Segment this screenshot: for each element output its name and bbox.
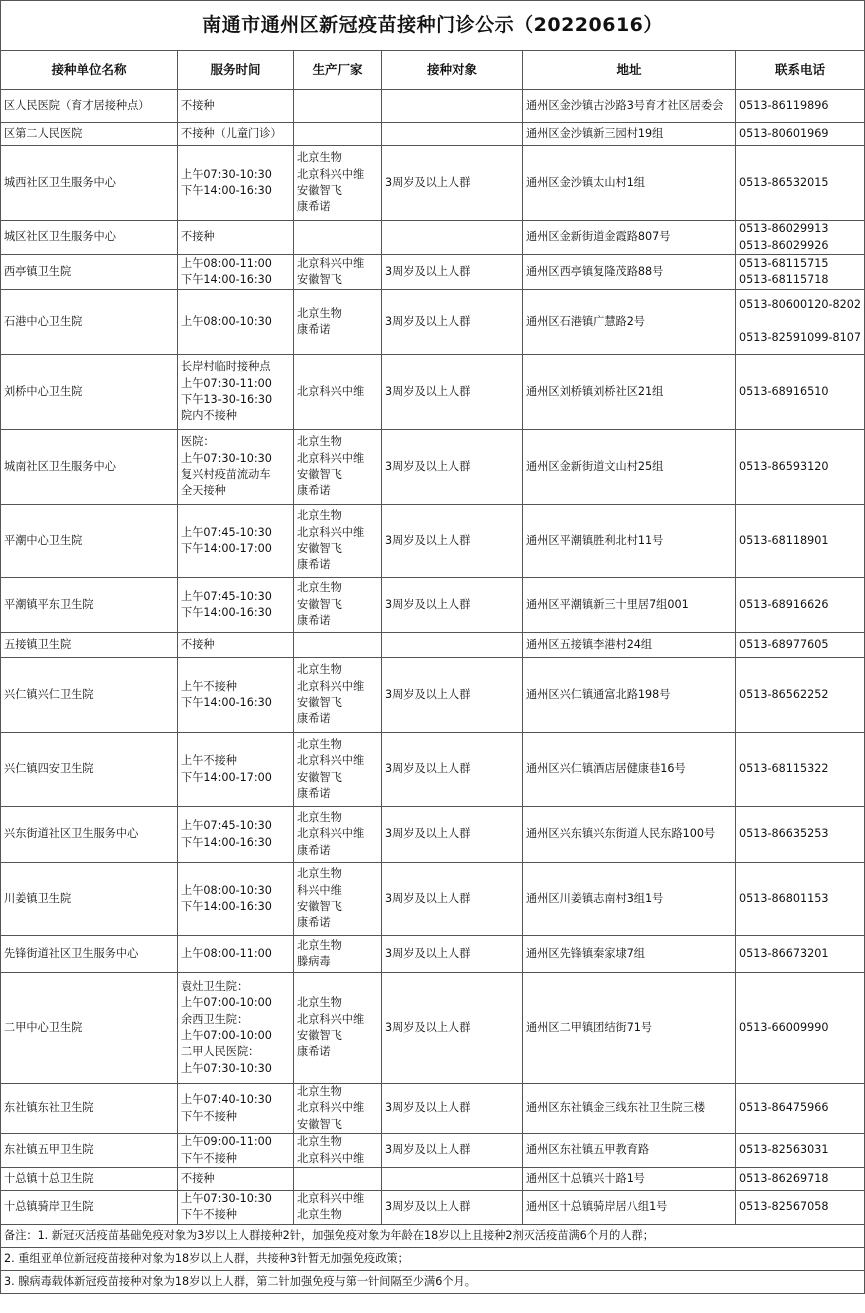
- cell-service-time-line: 下午14:00-17:00: [181, 542, 272, 555]
- cell-address: 通州区五接镇李港村24组: [523, 633, 736, 658]
- cell-manufacturer-line: 北京生物: [297, 151, 342, 165]
- cell-manufacturer-line: 北京科兴中维: [297, 1012, 365, 1026]
- cell-unit-name: 城区社区卫生服务中心: [1, 221, 178, 255]
- cell-service-time-line: 上午07:30-11:00: [181, 376, 272, 390]
- cell-unit-name: 二甲中心卫生院: [1, 973, 178, 1084]
- cell-manufacturer: [294, 1084, 382, 1134]
- cell-unit-name: 川姜镇卫生院: [1, 863, 178, 936]
- cell-address: 通州区兴东镇兴东街道人民东路100号: [523, 807, 736, 863]
- cell-address: 通州区金沙镇太山村1组: [523, 146, 736, 221]
- cell-manufacturer-line: 北京生物: [297, 435, 342, 449]
- cell-service-time-line: 上午07:30-10:30: [181, 1061, 272, 1075]
- cell-manufacturer-line: 滕病毒: [297, 955, 331, 968]
- cell-target-group: [382, 633, 523, 658]
- cell-manufacturer-line: 北京科兴中维: [297, 754, 365, 768]
- cell-service-time-line: 下午14:00-17:00: [181, 770, 272, 784]
- cell-manufacturer-line: 北京科兴中维: [297, 1151, 365, 1165]
- cell-manufacturer: [294, 430, 382, 505]
- cell-phone: [736, 578, 865, 633]
- cell-manufacturer-line: 安徽智飞: [297, 770, 342, 784]
- cell-service-time: [178, 1168, 294, 1191]
- cell-service-time-line: 上午07:45-10:30: [181, 589, 272, 603]
- header-phone: 联系电话: [736, 51, 865, 90]
- cell-service-time-line: 下午14:00-16:30: [181, 273, 272, 286]
- cell-unit-name: 五接镇卫生院: [1, 633, 178, 658]
- cell-phone-line: 0513-86029926: [739, 238, 829, 252]
- table-row: [1, 1134, 865, 1168]
- cell-service-time-line: 下午14:00-16:30: [181, 835, 272, 849]
- cell-manufacturer-line: 科兴中维: [297, 883, 342, 897]
- cell-service-time-line: 上午07:00-10:00: [181, 996, 272, 1010]
- cell-target-group: 3周岁及以上人群: [382, 1134, 523, 1168]
- cell-unit-name: 平潮镇平东卫生院: [1, 578, 178, 633]
- cell-target-group: 3周岁及以上人群: [382, 578, 523, 633]
- cell-phone-line: 0513-86475966: [739, 1101, 829, 1115]
- cell-manufacturer-line: 北京生物: [297, 663, 342, 677]
- cell-manufacturer-line: 安徽智飞: [297, 1117, 342, 1131]
- cell-phone: [736, 807, 865, 863]
- cell-manufacturer-line: 康希诺: [297, 558, 331, 572]
- cell-service-time: [178, 290, 294, 355]
- cell-target-group: 3周岁及以上人群: [382, 807, 523, 863]
- cell-target-group: 3周岁及以上人群: [382, 1084, 523, 1134]
- cell-phone-line: 0513-86119896: [739, 98, 829, 112]
- page-title: 南通市通州区新冠疫苗接种门诊公示（20220616）: [1, 1, 865, 51]
- cell-address: 通州区金沙镇古沙路3号育才社区居委会: [523, 90, 736, 123]
- cell-manufacturer: [294, 658, 382, 733]
- cell-address: 通州区平潮镇胜利北村11号: [523, 505, 736, 578]
- table-row: [1, 355, 865, 430]
- cell-manufacturer-line: 康希诺: [297, 614, 331, 628]
- cell-service-time-line: 下午13-30-16:30: [181, 393, 273, 406]
- cell-manufacturer: [294, 973, 382, 1084]
- cell-manufacturer: [294, 123, 382, 146]
- cell-service-time-line: 长岸村临时接种点: [181, 360, 271, 374]
- cell-service-time-line: 下午不接种: [181, 1151, 237, 1165]
- cell-service-time-line: 复兴村疫苗流动车: [181, 468, 271, 481]
- cell-service-time-line: 下午14:00-16:30: [181, 606, 272, 619]
- cell-service-time-line: 不接种（儿童门诊）: [181, 126, 282, 140]
- cell-phone-line: 0513-86029913: [739, 222, 829, 236]
- cell-service-time-line: 医院：: [181, 435, 215, 449]
- cell-service-time-line: 上午08:00-10:30: [181, 883, 272, 897]
- cell-address: 通州区西亭镇复隆茂路88号: [523, 255, 736, 290]
- cell-unit-name: 兴仁镇四安卫生院: [1, 733, 178, 807]
- header-service-time: 服务时间: [178, 51, 294, 90]
- cell-service-time: [178, 430, 294, 505]
- cell-manufacturer-line: 康希诺: [297, 843, 331, 857]
- cell-service-time: [178, 146, 294, 221]
- cell-service-time-line: 不接种: [181, 98, 215, 112]
- cell-phone: [736, 973, 865, 1084]
- cell-target-group: 3周岁及以上人群: [382, 430, 523, 505]
- cell-target-group: 3周岁及以上人群: [382, 733, 523, 807]
- cell-manufacturer-line: 北京科兴中维: [297, 167, 365, 181]
- cell-phone: [736, 1191, 865, 1225]
- cell-manufacturer-line: 北京生物: [297, 737, 342, 751]
- cell-phone-line: 0513-66009990: [739, 1020, 829, 1034]
- cell-service-time: [178, 1191, 294, 1225]
- cell-manufacturer: [294, 578, 382, 633]
- cell-manufacturer: [294, 146, 382, 221]
- note-text: 备注：1. 新冠灭活疫苗基础免疫对象为3岁以上人群接种2针，加强免疫对象为年龄在18岁以上且接种2剂灭活疫苗满6个月的人群；: [1, 1224, 865, 1247]
- cell-manufacturer-line: 北京生物: [297, 581, 342, 595]
- table-row: [1, 633, 865, 658]
- cell-manufacturer: [294, 863, 382, 936]
- cell-manufacturer-line: 康希诺: [297, 1045, 331, 1059]
- cell-manufacturer: [294, 936, 382, 973]
- cell-manufacturer: [294, 1168, 382, 1191]
- cell-service-time: [178, 355, 294, 430]
- cell-service-time-line: 上午07:40-10:30: [181, 1093, 272, 1107]
- cell-address: 通州区刘桥镇刘桥社区21组: [523, 355, 736, 430]
- cell-target-group: 3周岁及以上人群: [382, 863, 523, 936]
- cell-service-time: [178, 505, 294, 578]
- cell-address: 通州区十总镇骑岸居八组1号: [523, 1191, 736, 1225]
- cell-manufacturer: [294, 733, 382, 807]
- cell-manufacturer-line: 北京生物: [297, 306, 342, 320]
- table-row: [1, 936, 865, 973]
- cell-service-time-line: 院内不接种: [181, 409, 237, 423]
- cell-phone: [736, 1084, 865, 1134]
- cell-address: 通州区二甲镇团结街71号: [523, 973, 736, 1084]
- cell-target-group: 3周岁及以上人群: [382, 1191, 523, 1225]
- cell-manufacturer: [294, 633, 382, 658]
- cell-phone: [736, 1168, 865, 1191]
- cell-service-time-line: 上午07:45-10:30: [181, 819, 272, 833]
- cell-target-group: [382, 1168, 523, 1191]
- cell-manufacturer-line: 安徽智飞: [297, 1029, 342, 1042]
- cell-phone-line: 0513-82591099-8107: [739, 331, 861, 345]
- table-row: [1, 290, 865, 355]
- cell-unit-name: 兴东街道社区卫生服务中心: [1, 807, 178, 863]
- table-row: [1, 90, 865, 123]
- table-row: [1, 578, 865, 633]
- cell-service-time: [178, 1084, 294, 1134]
- cell-service-time-line: 下午14:00-16:30: [181, 696, 272, 709]
- cell-target-group: 3周岁及以上人群: [382, 255, 523, 290]
- cell-phone: [736, 633, 865, 658]
- note-text: 3. 腺病毒载体新冠疫苗接种对象为18岁以上人群，第二针加强免疫与第一针间隔至少满6个月。: [1, 1270, 865, 1293]
- cell-service-time: [178, 221, 294, 255]
- cell-address: 通州区石港镇广慧路2号: [523, 290, 736, 355]
- cell-phone-line: 0513-68916626: [739, 597, 829, 611]
- cell-unit-name: 十总镇骑岸卫生院: [1, 1191, 178, 1225]
- cell-phone: [736, 505, 865, 578]
- cell-service-time: [178, 123, 294, 146]
- cell-phone: [736, 90, 865, 123]
- table-row: [1, 221, 865, 255]
- header-target-group: 接种对象: [382, 51, 523, 90]
- cell-phone-line: 0513-86801153: [739, 891, 829, 905]
- table-row: [1, 146, 865, 221]
- cell-address: 通州区金新街道文山村25组: [523, 430, 736, 505]
- cell-manufacturer: [294, 90, 382, 123]
- cell-service-time-line: 上午08:00-11:00: [181, 946, 272, 960]
- cell-unit-name: 十总镇十总卫生院: [1, 1168, 178, 1191]
- cell-manufacturer-line: 北京科兴中维: [297, 384, 365, 398]
- cell-manufacturer-line: 北京生物: [297, 867, 342, 881]
- cell-unit-name: 刘桥中心卫生院: [1, 355, 178, 430]
- cell-phone-line: 0513-80600120-8202: [739, 298, 861, 312]
- cell-address: 通州区东社镇金三线东社卫生院三楼: [523, 1084, 736, 1134]
- cell-unit-name: 石港中心卫生院: [1, 290, 178, 355]
- cell-service-time: [178, 807, 294, 863]
- cell-service-time: [178, 973, 294, 1084]
- note-row: [1, 1224, 865, 1247]
- cell-manufacturer-line: 北京科兴中维: [297, 451, 365, 465]
- cell-phone-line: 0513-86593120: [739, 459, 829, 473]
- cell-phone-line: 0513-86562252: [739, 687, 829, 701]
- cell-manufacturer-line: 康希诺: [297, 200, 331, 214]
- cell-unit-name: 区第二人民医院: [1, 123, 178, 146]
- cell-phone: [736, 733, 865, 807]
- header-unit-name: 接种单位名称: [1, 51, 178, 90]
- cell-manufacturer-line: 安徽智飞: [297, 542, 342, 555]
- cell-manufacturer: [294, 1191, 382, 1225]
- cell-manufacturer: [294, 355, 382, 430]
- cell-manufacturer-line: 北京生物: [297, 810, 342, 824]
- cell-phone-line: [739, 314, 861, 330]
- cell-phone: [736, 936, 865, 973]
- cell-service-time: [178, 733, 294, 807]
- cell-manufacturer-line: 北京科兴中维: [297, 256, 365, 270]
- cell-address: 通州区兴仁镇通富北路198号: [523, 658, 736, 733]
- cell-manufacturer-line: 北京生物: [297, 509, 342, 523]
- cell-phone: [736, 430, 865, 505]
- table-row: [1, 863, 865, 936]
- header-manufacturer: 生产厂家: [294, 51, 382, 90]
- cell-phone: [736, 146, 865, 221]
- cell-service-time-line: 下午不接种: [181, 1208, 237, 1222]
- cell-phone-line: 0513-68115715: [739, 256, 829, 270]
- cell-unit-name: 东社镇五甲卫生院: [1, 1134, 178, 1168]
- cell-manufacturer-line: 北京生物: [297, 1085, 342, 1098]
- cell-service-time-line: 全天接种: [181, 484, 226, 498]
- cell-service-time: [178, 936, 294, 973]
- cell-manufacturer-line: 北京生物: [297, 1208, 342, 1222]
- cell-service-time: [178, 255, 294, 290]
- cell-phone: [736, 658, 865, 733]
- cell-phone-line: 0513-86673201: [739, 946, 829, 960]
- cell-service-time-line: 不接种: [181, 637, 215, 651]
- cell-manufacturer-line: 北京科兴中维: [297, 1101, 365, 1115]
- table-row: [1, 505, 865, 578]
- cell-phone-line: 0513-68115718: [739, 273, 829, 286]
- cell-phone: [736, 221, 865, 255]
- cell-target-group: 3周岁及以上人群: [382, 505, 523, 578]
- cell-phone-line: 0513-86635253: [739, 827, 829, 841]
- cell-unit-name: 兴仁镇兴仁卫生院: [1, 658, 178, 733]
- cell-phone: [736, 355, 865, 430]
- cell-manufacturer: [294, 290, 382, 355]
- cell-address: 通州区东社镇五甲教育路: [523, 1134, 736, 1168]
- cell-service-time-line: 上午07:30-10:30: [181, 451, 272, 465]
- cell-target-group: 3周岁及以上人群: [382, 973, 523, 1084]
- cell-unit-name: 城南社区卫生服务中心: [1, 430, 178, 505]
- cell-phone: [736, 1134, 865, 1168]
- cell-address: 通州区先锋镇秦家埭7组: [523, 936, 736, 973]
- cell-unit-name: 西亭镇卫生院: [1, 255, 178, 290]
- cell-service-time-line: 不接种: [181, 230, 215, 244]
- table-row: [1, 733, 865, 807]
- cell-unit-name: 区人民医院（育才居接种点）: [1, 90, 178, 123]
- table-row: [1, 807, 865, 863]
- cell-manufacturer-line: 安徽智飞: [297, 597, 342, 611]
- cell-phone-line: 0513-68916510: [739, 384, 829, 398]
- cell-service-time-line: 下午14:00-16:30: [181, 900, 272, 913]
- cell-service-time-line: 二甲人民医院：: [181, 1045, 260, 1059]
- cell-manufacturer-line: 康希诺: [297, 916, 331, 930]
- cell-service-time-line: 上午09:00-11:00: [181, 1135, 272, 1149]
- cell-service-time: [178, 658, 294, 733]
- cell-service-time-line: 下午14:00-16:30: [181, 184, 272, 197]
- cell-target-group: [382, 221, 523, 255]
- table-row: [1, 1168, 865, 1191]
- cell-service-time-line: 上午07:00-10:00: [181, 1029, 272, 1042]
- cell-service-time-line: 上午07:30-10:30: [181, 167, 272, 181]
- cell-phone-line: 0513-68118901: [739, 533, 829, 547]
- cell-service-time-line: 上午不接种: [181, 679, 237, 693]
- table-row: [1, 1084, 865, 1134]
- cell-target-group: 3周岁及以上人群: [382, 146, 523, 221]
- cell-target-group: 3周岁及以上人群: [382, 290, 523, 355]
- cell-phone-line: 0513-68115322: [739, 762, 829, 776]
- cell-target-group: [382, 90, 523, 123]
- table-row: [1, 658, 865, 733]
- cell-service-time-line: 上午07:45-10:30: [181, 525, 272, 539]
- cell-service-time: [178, 863, 294, 936]
- header-address: 地址: [523, 51, 736, 90]
- cell-manufacturer-line: 北京生物: [297, 938, 342, 952]
- cell-service-time: [178, 578, 294, 633]
- cell-service-time-line: 袁灶卫生院：: [181, 979, 249, 993]
- cell-unit-name: 东社镇东社卫生院: [1, 1084, 178, 1134]
- cell-address: 通州区十总镇兴十路1号: [523, 1168, 736, 1191]
- cell-manufacturer-line: 安徽智飞: [297, 184, 342, 197]
- cell-address: 通州区兴仁镇酒店居健康巷16号: [523, 733, 736, 807]
- cell-phone: [736, 863, 865, 936]
- cell-target-group: 3周岁及以上人群: [382, 658, 523, 733]
- cell-service-time-line: 上午08:00-11:00: [181, 256, 272, 270]
- cell-manufacturer: [294, 1134, 382, 1168]
- cell-service-time-line: 上午08:00-10:30: [181, 314, 272, 328]
- table-row: [1, 430, 865, 505]
- cell-phone-line: 0513-82563031: [739, 1143, 829, 1157]
- cell-manufacturer-line: 安徽智飞: [297, 900, 342, 913]
- table-row: [1, 973, 865, 1084]
- cell-target-group: [382, 123, 523, 146]
- note-text: 2. 重组亚单位新冠疫苗接种对象为18岁以上人群，共接种3针暂无加强免疫政策；: [1, 1247, 865, 1270]
- table-row: [1, 1191, 865, 1225]
- cell-target-group: 3周岁及以上人群: [382, 936, 523, 973]
- cell-manufacturer-line: 康希诺: [297, 323, 331, 336]
- cell-manufacturer: [294, 255, 382, 290]
- note-row: [1, 1270, 865, 1293]
- cell-phone: [736, 123, 865, 146]
- note-row: [1, 1247, 865, 1270]
- cell-manufacturer-line: 北京生物: [297, 1135, 342, 1149]
- cell-manufacturer-line: 北京科兴中维: [297, 525, 365, 539]
- cell-manufacturer-line: 北京科兴中维: [297, 679, 365, 693]
- cell-unit-name: 城西社区卫生服务中心: [1, 146, 178, 221]
- cell-manufacturer-line: 北京科兴中维: [297, 827, 365, 841]
- cell-service-time-line: 余西卫生院：: [181, 1012, 249, 1026]
- cell-service-time: [178, 90, 294, 123]
- table-row: [1, 255, 865, 290]
- cell-phone-line: 0513-80601969: [739, 126, 829, 140]
- cell-address: 通州区金新街道金霞路807号: [523, 221, 736, 255]
- cell-phone-line: 0513-82567058: [739, 1200, 829, 1214]
- cell-manufacturer: [294, 221, 382, 255]
- cell-address: 通州区金沙镇新三园村19组: [523, 123, 736, 146]
- cell-phone-line: 0513-68977605: [739, 637, 829, 651]
- cell-service-time-line: 上午07:30-10:30: [181, 1192, 272, 1206]
- cell-manufacturer-line: 康希诺: [297, 484, 331, 498]
- cell-phone: [736, 255, 865, 290]
- cell-manufacturer-line: 安徽智飞: [297, 468, 342, 481]
- cell-target-group: 3周岁及以上人群: [382, 355, 523, 430]
- cell-unit-name: 平潮中心卫生院: [1, 505, 178, 578]
- table-row: [1, 123, 865, 146]
- cell-service-time-line: 下午不接种: [181, 1109, 237, 1123]
- cell-manufacturer-line: 北京科兴中维: [297, 1192, 365, 1206]
- cell-address: 通州区川姜镇志南村3组1号: [523, 863, 736, 936]
- cell-manufacturer: [294, 807, 382, 863]
- cell-phone: [736, 290, 865, 355]
- cell-service-time-line: 不接种: [181, 1171, 215, 1185]
- cell-service-time: [178, 1134, 294, 1168]
- cell-manufacturer-line: 安徽智飞: [297, 273, 342, 286]
- cell-manufacturer-line: 康希诺: [297, 712, 331, 726]
- cell-unit-name: 先锋街道社区卫生服务中心: [1, 936, 178, 973]
- cell-address: 通州区平潮镇新三十里居7组001: [523, 578, 736, 633]
- cell-manufacturer-line: 安徽智飞: [297, 696, 342, 709]
- cell-phone-line: 0513-86269718: [739, 1171, 829, 1185]
- cell-manufacturer-line: 康希诺: [297, 786, 331, 800]
- cell-service-time: [178, 633, 294, 658]
- cell-phone-line: 0513-86532015: [739, 175, 829, 189]
- cell-manufacturer-line: 北京生物: [297, 996, 342, 1010]
- cell-manufacturer: [294, 505, 382, 578]
- cell-service-time-line: 上午不接种: [181, 754, 237, 768]
